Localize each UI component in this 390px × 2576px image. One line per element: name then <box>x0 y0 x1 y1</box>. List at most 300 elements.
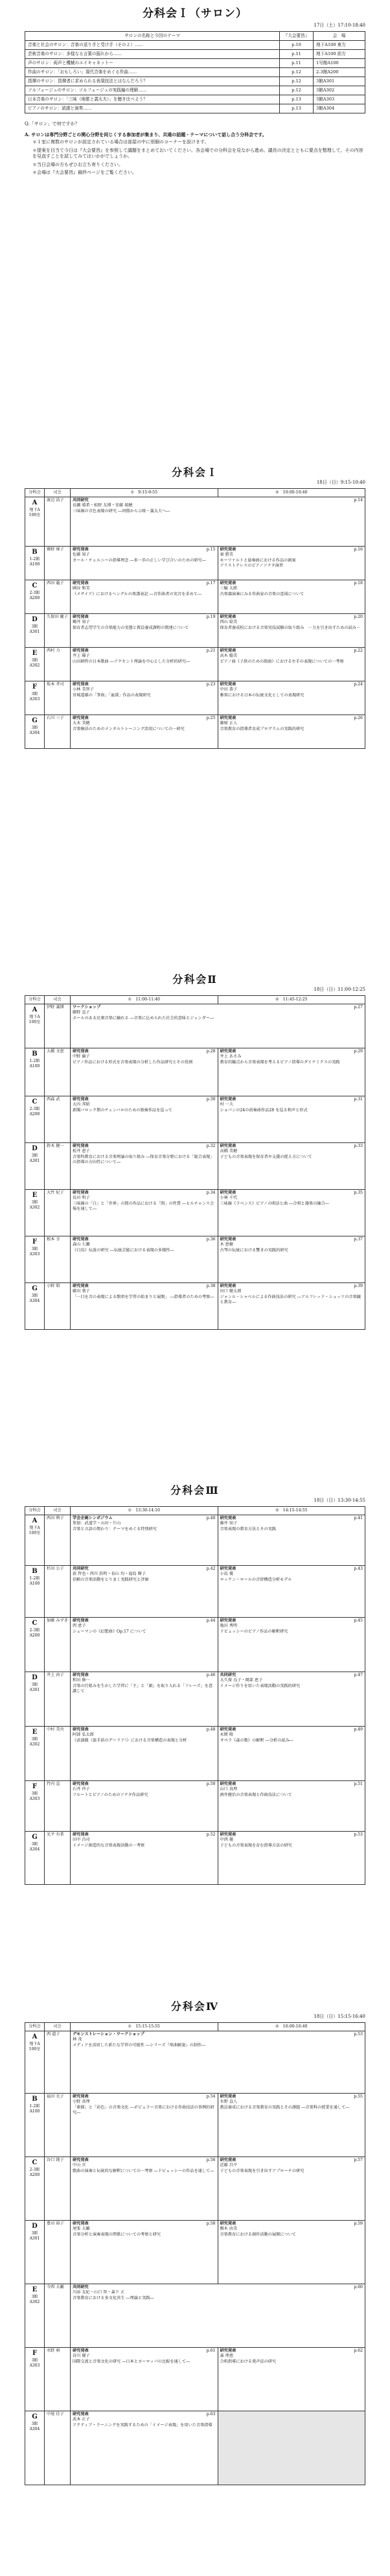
presentation-line: 古琴の伝統における響きの実践的研究 <box>220 1247 288 1253</box>
chair-cell: 西村 力 <box>45 648 71 681</box>
presentation-header <box>73 1097 216 1102</box>
presentation-line: 小林 美智子 <box>73 687 94 692</box>
room-code: F <box>32 1783 38 1791</box>
presentation-cell <box>71 1781 218 1832</box>
chair-cell: 伊野 義博 <box>45 1004 71 1048</box>
faq-notes <box>25 139 365 176</box>
room-cell <box>25 1143 45 1190</box>
presentation-line: ホールのある民衆音楽に触れる ―音楽に込められた社会的意味とジェンダー― <box>73 1015 214 1021</box>
presentation-line: 参加：武道学・山田・片山 <box>73 1521 121 1526</box>
room-code: F <box>32 2350 38 2357</box>
presentation-cell <box>71 1190 218 1236</box>
abstract-page: p.40 <box>206 1516 216 1521</box>
presentation-line: 大内 邦昭 <box>73 1102 90 1107</box>
presentation-header <box>220 682 363 687</box>
session-header-cell: 分科会 <box>25 489 45 497</box>
presentation-type: 研究発表 <box>220 716 236 721</box>
abstract-page: p.55 <box>354 2094 363 2099</box>
presentation-type: 研究発表 <box>220 2348 236 2354</box>
presentation-cell <box>218 1283 365 1330</box>
presentation-header <box>220 1237 363 1242</box>
presentation-cell <box>218 2348 365 2411</box>
chair-cell: 豊田 裕子 <box>45 2221 71 2284</box>
room-cell <box>25 1727 45 1781</box>
presentation-line: ドビュッシーのピアノ作品の解釈研究 <box>220 1629 288 1634</box>
session-row <box>25 497 365 547</box>
room-location: 3館 A303 <box>29 691 40 702</box>
room-cell <box>25 1566 45 1618</box>
presentation-line: ロックン・ロールの音律構造分析モデル <box>220 1577 292 1582</box>
salon-name: 作曲のサロン：「おもしろい」現代音楽をめぐる作曲…… <box>25 68 280 77</box>
room-location: 3館 A304 <box>29 1293 40 1303</box>
abstract-page: p.60 <box>354 2285 363 2290</box>
presentation-cell <box>71 715 218 749</box>
abstract-page: p.34 <box>206 1190 216 1196</box>
presentation-line: 音楽表現の教育方法とその実践 <box>220 1526 277 1531</box>
presentation-line: 田口 健太郎 <box>220 1289 242 1294</box>
presentation-header <box>73 581 216 586</box>
abstract-page: p.62 <box>354 2348 363 2354</box>
presentation-type: 研究発表 <box>220 2158 236 2163</box>
session-row <box>25 1832 365 1885</box>
session-table <box>25 995 365 1330</box>
presentation-line: 音楽の仕組みを生かした学習に「主」と「副」を取り入れる「フレーズ」を意識して <box>73 1683 213 1694</box>
abstract-page: p.32 <box>206 1144 216 1149</box>
abstract-page: p.59 <box>354 2221 363 2227</box>
room-code: C <box>32 2159 38 2167</box>
room-location: 3館 A301 <box>29 1153 40 1163</box>
room-cell <box>25 1781 45 1832</box>
presentation-line: 佐藤 知子 <box>73 552 90 558</box>
presentation-type: 学会企画シンポジウム <box>73 1516 113 1521</box>
presentation-type: 研究発表 <box>220 1237 236 1242</box>
session-row <box>25 1096 365 1143</box>
presentation-line: 山口 真理 <box>220 1787 238 1792</box>
presentation-type: 研究発表 <box>220 1144 236 1149</box>
salon-room: 1号館A100 <box>314 59 365 68</box>
presentation-line: 音楽科教育における音楽理論の取り組み ―保育音楽分野における「総合表現」の指導の方向性について― <box>73 1154 214 1165</box>
presentation-line: 藤田 葉子 <box>73 1289 90 1294</box>
room-cell <box>25 497 45 547</box>
presentation-line: ショパンの24の前奏曲作品28 を巡る和声と形式 <box>220 1107 308 1113</box>
session-row <box>25 1672 365 1727</box>
presentation-header <box>220 2348 363 2354</box>
presentation-type: ワークショップ <box>73 1005 101 1010</box>
room-location: 3館 A301 <box>29 2230 40 2241</box>
faq-note: ＊提案を目当て今日は『大会要旨』を参照して議題をまとめておいてください。各会場での分科会を見ながら進め、議長の決定とともに要点を整理して、その内容を見直すことを試してみてはいかがでしょうか。 <box>32 147 363 160</box>
presentation-type: 研究発表 <box>220 615 236 620</box>
abstract-page: p.53 <box>354 1832 363 1837</box>
presentation-type: 研究発表 <box>73 1049 89 1054</box>
presentation-header <box>73 1832 216 1837</box>
salon-row <box>25 41 365 50</box>
salon-page: p.13 <box>280 95 314 104</box>
presentation-line: 荻 哲也・西川 浩明・長山 均・福島 輝子 <box>73 1572 146 1577</box>
room-code: G <box>32 717 38 725</box>
presentation-line: 中西 優 <box>220 1837 234 1843</box>
presentation-cell <box>71 1004 365 1048</box>
presentation-type: 研究発表 <box>220 2094 236 2099</box>
presentation-line: 子どもの音楽表現を引き出すアプローチの研究 <box>220 2168 304 2173</box>
abstract-page: p.28 <box>206 1049 216 1054</box>
presentation-line: 《白鳥》伝説の研究 ―伝統芸能における表現の多様性― <box>73 1247 174 1253</box>
presentation-line: 保育者志望学生の音楽能力の実態と教員養成課程の関連について <box>73 625 189 630</box>
room-code: B <box>32 1568 38 1576</box>
room-location: 地下A 100室 <box>29 1014 41 1024</box>
presentation-line: 高木 聡美 <box>220 654 238 659</box>
presentation-line: 中山 亘 <box>73 2163 86 2168</box>
presentation-type: 研究発表 <box>73 682 89 687</box>
session-header-cell: 司会 <box>45 2023 71 2031</box>
presentation-line: 音楽療法のためのメンタルトレーニング活用についての一研究 <box>73 726 185 731</box>
presentation-cell <box>71 1283 218 1330</box>
session-row <box>25 2284 365 2348</box>
presentation-line: 酒井健治の音楽表現と作曲技法について <box>220 1792 292 1797</box>
salon-title: 分科会Ｉ（サロン） <box>143 7 247 20</box>
presentation-cell <box>71 2284 365 2348</box>
room-code: D <box>32 1145 38 1153</box>
chair-cell: 竹内 直 <box>45 1781 71 1832</box>
salon-date: 17日（土）17:10-18:40 <box>314 22 365 28</box>
presentation-type: 研究発表 <box>220 1097 236 1102</box>
abstract-page: p.26 <box>354 716 363 721</box>
presentation-line: 西 恵子 <box>73 1624 86 1629</box>
session-header-cell: ② 16:00-16:40 <box>218 2023 365 2031</box>
session-header-cell: ① 11:00-11:40 <box>71 996 218 1004</box>
room-location: 2-3館 A200 <box>29 590 40 600</box>
room-cell <box>25 715 45 749</box>
presentation-cell <box>218 2411 365 2485</box>
room-cell <box>25 1515 45 1566</box>
abstract-page: p.24 <box>354 682 363 687</box>
presentation-cell <box>71 497 365 547</box>
session-header-row <box>25 2023 365 2031</box>
salon-faq <box>25 121 365 176</box>
salon-room: 3館A302 <box>314 86 365 95</box>
presentation-line: 「素描」と「彩色」の音楽文化 ―ポピュラー音楽における作曲技法の事例的研究― <box>73 2105 214 2116</box>
abstract-page: p.14 <box>354 498 363 503</box>
salon-name: 指揮のサロン：指揮者に求められる表現技法とはなんだろう？ <box>25 77 280 86</box>
room-code: A <box>32 499 38 507</box>
presentation-header <box>220 1727 363 1732</box>
room-location: 3館 A302 <box>29 2294 40 2304</box>
presentation-line: 信頼の音楽活動をとりまく実践研究と評価 <box>73 1577 149 1582</box>
presentation-header <box>73 1782 216 1787</box>
session-row <box>25 1727 365 1781</box>
room-code: E <box>32 1729 38 1736</box>
session-header-cell: 分科会 <box>25 2023 45 2031</box>
session-header-cell: ② 10:00-10:40 <box>218 489 365 497</box>
presentation-header <box>73 716 216 721</box>
presentation-line: 音楽教育の指導者育成プログラムの実践的研究 <box>220 726 304 731</box>
session-header-cell: ① 9:15-9:55 <box>71 489 218 497</box>
room-code: G <box>32 2413 38 2421</box>
presentation-type: 研究発表 <box>220 1782 236 1787</box>
room-cell <box>25 2157 45 2221</box>
presentation-type: 研究発表 <box>220 1727 236 1732</box>
abstract-page: p.16 <box>354 547 363 552</box>
abstract-page: p.47 <box>354 1673 363 1678</box>
presentation-header <box>220 547 363 552</box>
faq-note: ＊１室に複数のサロンが設定されている場合は部屋の中に別個のコーナーを設けます。 <box>32 139 209 145</box>
chair-cell: 光平 有希 <box>45 1832 71 1885</box>
session-row <box>25 1781 365 1832</box>
abstract-page: p.56 <box>206 2158 216 2163</box>
room-code: G <box>32 1285 38 1293</box>
room-location: 地下A 100室 <box>29 2041 41 2051</box>
session-row <box>25 648 365 681</box>
presentation-type: 研究発表 <box>73 1237 89 1242</box>
presentation-line: 山田耕筰の日本歌曲 ―アクセント理論を中心とした分析的研究― <box>73 659 190 664</box>
presentation-line: 長瀬 晴希・松野 友博・安藤 瑞穂 <box>73 503 133 508</box>
salon-header-page: 『大会要旨』 <box>280 32 314 41</box>
presentation-cell <box>218 1143 365 1190</box>
presentation-cell <box>71 1672 218 1727</box>
abstract-page: p.49 <box>354 1727 363 1732</box>
presentation-line: 駒木 由美 <box>220 2227 238 2232</box>
salon-page: p.12 <box>280 77 314 86</box>
chair-cell: 今西 大輔 <box>45 2284 71 2348</box>
salon-page: p.13 <box>280 104 314 113</box>
session-row <box>25 1236 365 1283</box>
salon-table-header <box>25 32 365 41</box>
session-row <box>25 715 365 749</box>
salon-name: ソルフェージュのサロン：ソルフェージュの実践編の理解…… <box>25 86 280 95</box>
abstract-page: p.36 <box>206 1237 216 1242</box>
chair-cell: 大橋 文恵 <box>45 1048 71 1096</box>
presentation-line: 小野 真理 <box>73 2099 90 2105</box>
abstract-page: p.23 <box>206 682 216 687</box>
room-cell <box>25 547 45 580</box>
presentation-header <box>73 682 216 687</box>
session-row <box>25 1283 365 1330</box>
presentation-header <box>220 581 363 586</box>
room-code: B <box>32 549 38 556</box>
abstract-page: p.57 <box>354 2158 363 2163</box>
room-cell <box>25 681 45 715</box>
presentation-header <box>73 1237 216 1242</box>
abstract-page: p.17 <box>206 581 216 586</box>
salon-section <box>25 0 365 176</box>
room-location: 3館 A303 <box>29 1246 40 1257</box>
abstract-page: p.61 <box>206 2348 216 2354</box>
presentation-type: 共同研究 <box>73 1566 89 1572</box>
session-row <box>25 681 365 715</box>
salon-room: 地下A100 前方 <box>314 50 365 59</box>
presentation-header <box>73 1144 216 1149</box>
presentation-line: 阿部 弘太郎 <box>73 1732 94 1738</box>
salon-row <box>25 95 365 104</box>
presentation-line: ピアノ作品における形式を音楽表現の分析した作品研究とその役割 <box>73 1059 193 1065</box>
presentation-cell <box>218 1618 365 1672</box>
presentation-header <box>73 1049 216 1054</box>
presentation-cell <box>71 2411 218 2485</box>
presentation-type: 研究発表 <box>220 2221 236 2227</box>
presentation-line: 子どもの音楽表現を育む指導方法の研究 <box>220 1843 292 1848</box>
presentation-type: 共同研究 <box>220 1673 236 1678</box>
room-code: E <box>32 2286 38 2294</box>
room-cell <box>25 2284 45 2348</box>
session-row <box>25 2221 365 2284</box>
chair-cell: 杉田 公子 <box>45 1566 71 1618</box>
room-location: 1-2館 A100 <box>29 2103 40 2114</box>
presentation-line: 長田 明子 <box>73 1196 90 1201</box>
room-code: F <box>32 1238 38 1246</box>
room-code: A <box>32 1006 38 1014</box>
presentation-line: 歌曲の演奏と伝統的な解釈についての一考察 ―ドビュッシーの作品を通して― <box>73 2168 214 2173</box>
abstract-page: p.15 <box>206 547 216 552</box>
room-cell <box>25 1283 45 1330</box>
presentation-line: 大木 美穂 <box>73 721 90 726</box>
session-block <box>25 973 365 1330</box>
presentation-header <box>220 1566 363 1572</box>
presentation-type: 研究発表 <box>73 2158 89 2163</box>
session-block <box>25 1483 365 1885</box>
presentation-cell <box>71 2031 365 2094</box>
salon-name: 音楽と社会のサロン：音楽の送り手と受け手（その２）…… <box>25 41 280 50</box>
presentation-line: 「一目を音の表現による歌唱を学習の始まりと展開」 ―指導者のための考察― <box>73 1294 214 1299</box>
room-location: 3館 A302 <box>29 1199 40 1210</box>
presentation-cell <box>71 580 218 614</box>
abstract-page: p.54 <box>206 2094 216 2099</box>
presentation-line: 亀田 秀明 <box>220 1624 238 1629</box>
room-code: C <box>32 1098 38 1106</box>
salon-row <box>25 68 365 77</box>
salon-row <box>25 104 365 113</box>
presentation-type: 研究発表 <box>220 1566 236 1572</box>
room-cell <box>25 580 45 614</box>
room-code: G <box>32 1834 38 1841</box>
abstract-page: p.50 <box>206 1782 216 1787</box>
chair-cell: 加藤 みずき <box>45 1618 71 1672</box>
presentation-type: 研究発表 <box>73 716 89 721</box>
presentation-cell <box>71 1236 218 1283</box>
presentation-line: 三味線《ラベンス》ピアノの唱法と曲 ―合唱と器楽の融合― <box>220 1201 329 1206</box>
presentation-cell <box>71 2348 218 2411</box>
presentation-type: 研究発表 <box>220 648 236 654</box>
session-row <box>25 614 365 648</box>
room-cell <box>25 2348 45 2411</box>
abstract-page: p.48 <box>206 1727 216 1732</box>
chair-cell: 鈴木 健一 <box>45 1143 71 1190</box>
presentation-type: 研究発表 <box>73 615 89 620</box>
session-block <box>25 2000 365 2485</box>
room-code: B <box>32 2096 38 2103</box>
chair-cell: 小野 昭 <box>45 1283 71 1330</box>
session-row <box>25 2348 365 2411</box>
salon-room: 3館A301 <box>314 77 365 86</box>
presentation-type: 研究発表 <box>73 1097 89 1102</box>
presentation-cell <box>71 648 218 681</box>
presentation-line: 秦 勝美 <box>220 552 234 558</box>
session-header-cell: 司会 <box>45 489 71 497</box>
presentation-type: 研究発表 <box>73 1284 89 1289</box>
presentation-line: 和田 修一 <box>73 1678 90 1683</box>
chair-cell: 根本 幸 <box>45 1236 71 1283</box>
chair-cell: 西 道子 <box>45 2031 71 2094</box>
room-location: 1-2館 A100 <box>29 1576 40 1586</box>
presentation-line: 谷川 優子 <box>73 2354 90 2359</box>
presentation-line: ピアノ曲《子供のための組曲》における左手の表現についての一考察 <box>220 659 344 664</box>
room-code: A <box>32 2033 38 2041</box>
presentation-line: 音楽分析と演奏表現の関係についての考察と研究 <box>73 2232 161 2237</box>
room-location: 1-2館 A100 <box>29 556 40 567</box>
salon-room: 2-3館A200 <box>314 68 365 77</box>
presentation-line: 永岡 隆 <box>220 1732 234 1738</box>
session-header-cell: ② 11:45-12:25 <box>218 996 365 1004</box>
presentation-line: 雅楽における日本の伝統文化としての表現研究 <box>220 692 304 698</box>
presentation-header <box>73 2158 216 2163</box>
presentation-line: カール・チェルニーの指導理念 ―多一歩の正しい学び合いのための研究― <box>73 558 206 563</box>
salon-room: 3館A304 <box>314 104 365 113</box>
presentation-cell <box>218 1781 365 1832</box>
abstract-page: p.21 <box>206 648 216 654</box>
room-cell <box>25 2031 45 2094</box>
presentation-header <box>73 615 216 620</box>
abstract-page: p.42 <box>206 1566 216 1572</box>
presentation-line: 小林 千代 <box>220 1196 238 1201</box>
salon-header-room: 会 場 <box>314 32 365 41</box>
abstract-page: p.45 <box>354 1618 363 1624</box>
presentation-type: 研究発表 <box>73 648 89 654</box>
session-row <box>25 1515 365 1566</box>
presentation-line: 藤井 知子 <box>220 1521 238 1526</box>
room-code: B <box>32 1050 38 1058</box>
presentation-line: シューマンの《幻想曲》Op.17 について <box>73 1629 146 1634</box>
presentation-cell <box>71 1832 218 1885</box>
abstract-page: p.35 <box>354 1190 363 1196</box>
session-date: 18日（日）15:15-16:40 <box>314 2013 365 2019</box>
presentation-header <box>73 1005 363 1010</box>
presentation-cell <box>218 681 365 715</box>
presentation-line: 古楽器演奏にみる作曲家の音楽の意図について <box>220 591 304 597</box>
presentation-type: 研究発表 <box>220 1284 236 1289</box>
presentation-line: 森山 七瀬 <box>73 1242 90 1247</box>
presentation-line: 武本 正子 <box>73 2417 90 2422</box>
presentation-cell <box>218 2157 365 2221</box>
presentation-type: 研究発表 <box>73 2412 89 2417</box>
presentation-cell <box>218 1515 365 1566</box>
faq-answer: A. サロンは専門分野ごとの関心分野を同じくする参加者が集まり、共通の話題・テーマについて話し合う分科会です。 <box>25 131 267 137</box>
chair-cell: 雅野 琢子 <box>45 547 71 580</box>
presentation-line: 大久保 良子・岡部 恵子 <box>220 1678 263 1683</box>
presentation-cell <box>218 1096 365 1143</box>
abstract-page: p.19 <box>206 615 216 620</box>
presentation-cell <box>71 1566 218 1618</box>
presentation-line: 井上 あさみ <box>220 1054 242 1059</box>
room-location: 2-3館 A200 <box>29 1106 40 1117</box>
session-row <box>25 1566 365 1618</box>
session-row <box>25 1004 365 1048</box>
presentation-type: 研究発表 <box>220 1049 236 1054</box>
presentation-cell <box>218 614 365 648</box>
presentation-cell <box>71 1618 218 1672</box>
presentation-line: ジャンル・シャベルによる作曲技法の研究 ―アルフレッド・シュッツの音楽観と教育― <box>220 1294 361 1305</box>
session-title: 分科会Ⅲ <box>170 1484 220 1496</box>
chair-cell: 井上 由子 <box>45 1672 71 1727</box>
presentation-type: 研究発表 <box>73 2221 89 2227</box>
abstract-page: p.38 <box>206 1284 216 1289</box>
presentation-line: 子どもの音楽表現を保育者や支援の捉え方について <box>220 1154 312 1159</box>
presentation-header <box>220 1782 363 1787</box>
session-block <box>25 466 365 749</box>
chair-cell: 大竹 紀子 <box>45 1190 71 1236</box>
presentation-header <box>220 2158 363 2163</box>
session-row <box>25 2411 365 2485</box>
presentation-line: 近藤 昌平 <box>220 2163 238 2168</box>
presentation-cell <box>71 614 218 648</box>
presentation-type: 研究発表 <box>220 1832 236 1837</box>
